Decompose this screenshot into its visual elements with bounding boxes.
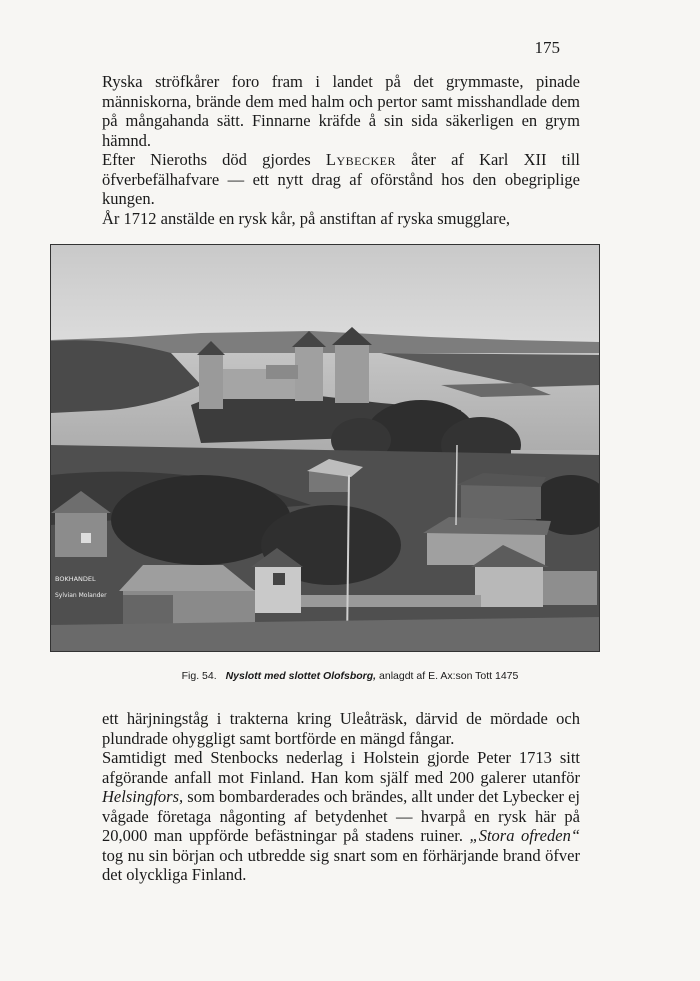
- paragraph-4: ett härjningståg i trakterna kring Uleåträsk, därvid de mördade och plundrade ohyggligt samt bortförde en mängd fångar.: [102, 709, 580, 748]
- person-name-lybecker: Lybecker: [325, 150, 396, 169]
- place-name-helsingfors: Helsingfors,: [102, 787, 184, 806]
- paragraph-5-a: Samtidigt med Stenbocks nederlag i Holstein gjorde Peter 1713 sitt afgörande anfall mot Finland. Han kom själf med 200 galerer utanför: [102, 748, 580, 787]
- figure-number: Fig. 54.: [181, 670, 217, 682]
- paragraph-1: Ryska ströfkårer foro fram i landet på det grymmaste, pinade människorna, brände dem med halm och pertor samt misshandlade dem på mångahanda sätt. Finnarne kräfde å sin sida säkerligen en grym hämnd.: [102, 72, 580, 150]
- page-number: 175: [534, 38, 560, 57]
- shop-sign-2: Sylvian Molander: [55, 592, 107, 599]
- term-stora-ofreden: „Stora ofreden“: [469, 826, 580, 845]
- paragraph-3: År 1712 anstälde en rysk kår, på anstiftan af ryska smugglare,: [102, 208, 511, 228]
- paragraph-2: [102, 150, 580, 209]
- figure-caption: [0, 670, 700, 682]
- figure-caption-rest: anlagdt af E. Ax:son Tott 1475: [379, 670, 519, 682]
- paragraph-5: [102, 748, 580, 885]
- paragraph-5-c: tog nu sin början och utbredde sig snart som en förhärjande brand öfver det olyckliga Finland.: [102, 845, 580, 884]
- nyslott-landscape-illustration: [51, 245, 599, 651]
- paragraph-5-b: som bombarderades och brändes, allt under det Lybecker ej vågade företaga någonting af betydenhet — hvarpå en rysk här på 20,000 man uppförde befästningar på stadens ruiner.: [102, 787, 580, 845]
- paragraph-2-post: åter af Karl XII till öfverbefälhafvare — ett nytt drag af oförstånd hos den obegriplige kungen.: [102, 150, 581, 208]
- top-text-block: [102, 72, 580, 228]
- paragraph-2-pre: Efter Nieroths död gjordes: [102, 150, 311, 169]
- bottom-text-block: [102, 709, 580, 885]
- figure-title: Nyslott med slottet Olofsborg,: [225, 670, 377, 682]
- shop-sign-1: BOKHANDEL: [55, 575, 96, 583]
- photograph-nyslott: [50, 244, 600, 652]
